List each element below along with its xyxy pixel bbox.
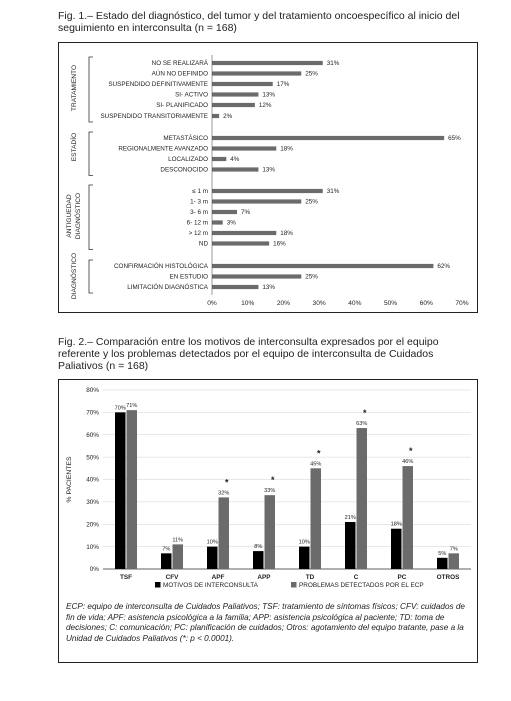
legend-label: MOTIVOS DE INTERCONSULTA [163, 582, 258, 589]
bar [212, 82, 273, 86]
significance-mark: * [224, 477, 229, 488]
data-label: 25% [305, 70, 318, 78]
category-label: DESCONOCIDO [160, 166, 208, 174]
bar [212, 274, 301, 278]
group-title: ESTADÍO [71, 132, 78, 162]
data-label: 62% [437, 263, 451, 271]
data-label: 16% [273, 240, 286, 248]
category-label: 6- 12 m [186, 219, 208, 227]
figure2-footnote: ECP: equipo de interconsulta de Cuidados Paliativos; TSF: tratamiento de síntomas físicos; CFV: cuidados de fin de vida; APF: asistencia psicológica a la familia; APP: asistencia psicológica al paciente; TD: toma de decisiones; C: comunicación; PC: planificación de cuidados; Otros: agotamiento del equipo tratante, pase a la Unidad de Cuidados Paliativos (*: p < 0.0001). [66, 602, 465, 643]
category-label: SI- ACTIVO [175, 91, 208, 99]
y-tick-label: 60% [86, 431, 99, 439]
group-title: DIAGNÓSTICO [75, 192, 82, 240]
data-label: 21% [344, 515, 356, 522]
x-tick-label: 10% [241, 300, 255, 307]
category-label: TSF [119, 574, 133, 581]
bar [403, 466, 414, 569]
data-label: 18% [390, 521, 402, 528]
bar [212, 285, 258, 289]
group-bracket [89, 132, 93, 176]
bar [207, 547, 218, 569]
figure1-chart [59, 43, 477, 312]
data-label: 7% [241, 209, 251, 217]
data-label: 2% [223, 113, 233, 121]
bar [345, 522, 356, 569]
data-label: 13% [262, 284, 276, 292]
category-label: PC [397, 574, 407, 581]
y-tick-label: 80% [86, 387, 99, 395]
x-tick-label: 50% [383, 300, 398, 307]
data-label: 71% [126, 403, 138, 410]
category-label: REGIONALMENTE AVANZADO [118, 145, 208, 153]
bar [212, 136, 444, 140]
bar [299, 547, 310, 569]
y-axis-title: % PACIENTES [66, 456, 73, 503]
data-label: 4% [230, 156, 240, 164]
bar [212, 71, 301, 75]
data-label: 8% [254, 544, 263, 551]
data-label: 17% [276, 81, 290, 89]
y-tick-label: 0% [89, 566, 99, 574]
data-label: 63% [356, 421, 368, 428]
category-label: 1- 3 m [190, 198, 208, 206]
data-label: 31% [326, 60, 340, 68]
data-label: 25% [305, 273, 318, 281]
category-label: OTROS [436, 574, 460, 581]
data-label: 10% [206, 539, 218, 546]
data-label: 11% [172, 537, 184, 544]
data-label: 31% [326, 188, 340, 196]
significance-mark: * [270, 475, 275, 486]
figure1-panel [58, 42, 478, 313]
x-tick-label: 20% [276, 300, 291, 307]
group-title: ANTIGUEDAD [66, 194, 73, 238]
x-tick-label: 70% [455, 300, 469, 307]
bar [212, 146, 276, 150]
x-tick-label: 40% [348, 300, 362, 307]
group-bracket [89, 185, 93, 250]
y-tick-label: 20% [86, 521, 99, 529]
bar [219, 497, 230, 569]
data-label: 45% [310, 461, 322, 468]
bar [173, 544, 184, 569]
category-label: AÚN NO DEFINIDO [151, 70, 208, 78]
category-label: LIMITACIÓN DIAGNÓSTICA [127, 284, 208, 292]
category-label: APP [257, 574, 271, 581]
category-label: EN ESTUDIO [169, 273, 208, 281]
data-label: 70% [114, 405, 126, 412]
data-label: 46% [402, 459, 414, 466]
data-label: 32% [218, 490, 230, 497]
data-label: 7% [449, 546, 458, 553]
significance-mark: * [362, 408, 367, 419]
bar [212, 210, 237, 214]
y-tick-label: 10% [86, 543, 99, 551]
y-tick-label: 50% [86, 454, 99, 462]
bar [253, 551, 264, 569]
category-label: TD [305, 574, 315, 581]
category-label: SI- PLANIFICADO [156, 102, 208, 110]
data-label: 33% [264, 488, 276, 495]
y-tick-label: 30% [86, 499, 99, 507]
category-label: ND [198, 240, 208, 248]
significance-mark: * [408, 446, 413, 457]
legend-label: PROBLEMAS DETECTADOS POR EL ECP [299, 582, 424, 589]
group-title: DIAGNÓSTICO [71, 252, 78, 300]
bar [212, 189, 323, 193]
bar [391, 529, 402, 569]
bar [449, 553, 460, 569]
category-label: APF [211, 574, 225, 581]
category-label: CONFIRMACIÓN HISTOLÓGICA [114, 263, 208, 271]
bar [265, 495, 276, 569]
bar [115, 412, 126, 569]
category-label: SUSPENDIDO DEFINITIVAMENTE [108, 81, 208, 89]
data-label: 3% [226, 219, 236, 227]
category-label: 3- 6 m [190, 209, 208, 217]
group-title: TRATAMIENTO [71, 64, 78, 112]
data-label: 18% [280, 145, 293, 153]
data-label: 5% [438, 550, 447, 557]
legend-swatch [291, 582, 297, 588]
bar [212, 167, 258, 171]
bar [212, 220, 223, 224]
data-label: 13% [262, 166, 276, 174]
bar [212, 92, 258, 96]
x-tick-label: 0% [207, 300, 217, 307]
category-label: SUSPENDIDO TRANSITORIAMENTE [100, 113, 208, 121]
category-label: ≤ 1 m [192, 188, 208, 196]
data-label: 13% [262, 91, 276, 99]
bar [212, 103, 255, 107]
category-label: LOCALIZADO [168, 156, 208, 164]
category-label: CFV [165, 574, 179, 581]
x-tick-label: 60% [419, 300, 433, 307]
bar [212, 114, 219, 118]
category-label: C [353, 574, 359, 581]
bar [127, 410, 138, 569]
bar [437, 558, 448, 569]
group-bracket [89, 57, 93, 122]
data-label: 18% [280, 230, 293, 238]
bar [212, 264, 433, 268]
figure2-chart [59, 380, 477, 595]
data-label: 7% [162, 546, 171, 553]
bar [212, 241, 269, 245]
category-label: METASTÁSICO [163, 135, 208, 143]
bar [212, 61, 323, 65]
data-label: 65% [448, 135, 461, 143]
data-label: 12% [258, 102, 272, 110]
figure1-caption: Fig. 1.– Estado del diagnóstico, del tumor y del tratamiento oncoespecífico al inicio del seguimiento en interconsulta (n = 168) [58, 10, 460, 34]
data-label: 10% [298, 539, 310, 546]
x-tick-label: 30% [312, 300, 326, 307]
y-tick-label: 40% [86, 476, 99, 484]
legend-swatch [155, 582, 161, 588]
y-tick-label: 70% [86, 409, 99, 417]
category-label: NO SE REALIZARÁ [151, 60, 208, 68]
bar [212, 157, 226, 161]
bar [311, 468, 322, 569]
bar [212, 199, 301, 203]
group-bracket [89, 260, 93, 293]
bar [357, 428, 368, 569]
bar [212, 231, 276, 235]
bar [161, 553, 172, 569]
data-label: 25% [305, 198, 318, 206]
significance-mark: * [316, 448, 321, 459]
category-label: > 12 m [188, 230, 208, 238]
figure2-caption: Fig. 2.– Comparación entre los motivos de interconsulta expresados por el equipo referente y los problemas detectados por el equipo de interconsulta de Cuidados Paliativos (n = 168) [58, 336, 439, 372]
